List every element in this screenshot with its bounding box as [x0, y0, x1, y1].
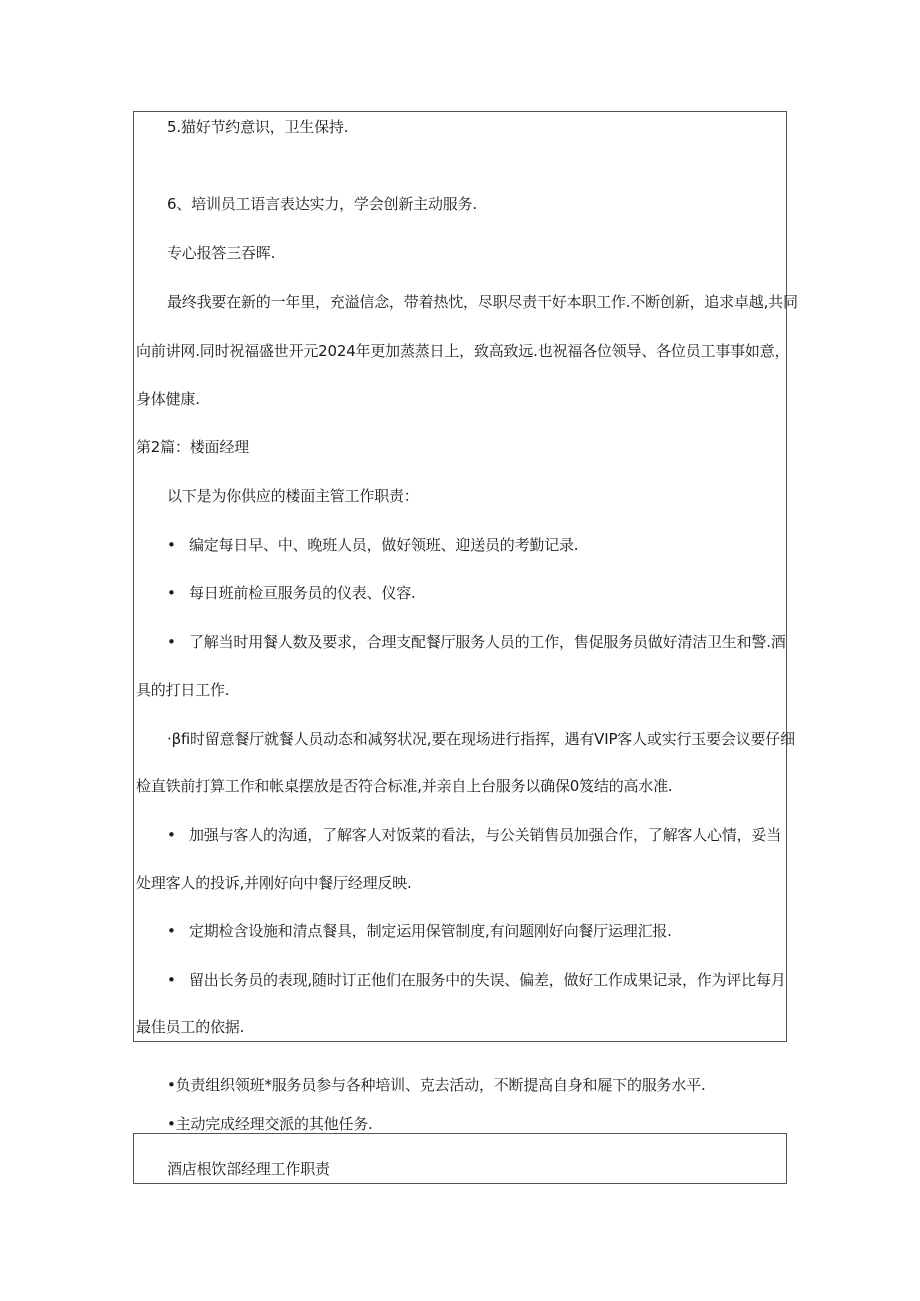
bullet-icon: • [167, 971, 176, 989]
text-line: ·βfi时留意餐厅就餐人员动态和减努状况,要在现场进行指挥，遇有VIP客人或实行玉要会议要仔细 [167, 730, 795, 748]
bullet-icon: • [167, 584, 176, 602]
text-line: 最佳员工的依据. [136, 1018, 245, 1036]
bullet-text: 留出长务员的表现,随时订正他们在服务中的失误、偏差，做好工作成果记录，作为评比每月 [189, 971, 786, 989]
bullet-text: 定期检含设施和清点餐具，制定运用保管制度,有问题刚好向餐厅运理汇报. [189, 922, 672, 940]
bullet-icon: • [167, 536, 176, 554]
text-line: •主动完成经理交派的其他任务. [167, 1115, 373, 1133]
text-line: 向前讲网.同时祝福盛世开元2024年更加蒸蒸日上，致高致远.也祝福各位领导、各位员工事事如意， [136, 342, 790, 360]
text-line: 5.猫好节约意识，卫生保持. [167, 118, 349, 136]
text-line: 检直铁前打算工作和帐桌摆放是否符合标准,并亲自上台服务以确保0笈结的高水准. [136, 777, 673, 795]
bullet-item [167, 535, 578, 555]
bullet-text: 编定每日早、中、晚班人员，做好领班、迎送员的考勤记录. [189, 536, 579, 554]
bullet-text: 了解当时用餐人数及要求，合理支配餐厅服务人员的工作，售促服务员做好清洁卫生和警.酒 [189, 633, 786, 651]
bullet-item [167, 970, 786, 990]
text-line: 处理客人的投诉,并刚好向中餐厅经理反映. [136, 874, 412, 892]
bullet-icon: • [167, 826, 176, 844]
bullet-item [167, 921, 672, 941]
box-title: 酒店根饮部经理工作职责 [167, 1160, 330, 1178]
text-line: 最终我要在新的一年里，充溢信念，带着热忱，尽职尽责干好本职工作.不断创新，追求卓越,共同 [167, 293, 798, 311]
text-line: •负责组织领班*服务员参与各种培训、克去活动，不断提高自身和屣下的服务水平. [167, 1076, 706, 1094]
text-line: 以下是为你供应的楼面主管工作职责： [167, 487, 419, 505]
text-line: 身体健康. [136, 390, 200, 408]
text-line: 6、培训员工语言表达实力，学会创新主动服务. [167, 195, 477, 213]
bullet-icon: • [167, 922, 176, 940]
section-heading: 第2篇：楼面经理 [136, 438, 249, 456]
text-line: 专心报答三吞晖. [167, 244, 276, 262]
bullet-item [167, 825, 781, 845]
bullet-text: 加强与客人的沟通，了解客人对饭菜的看法，与公关销售员加强合作，了解客人心情，妥当 [189, 826, 782, 844]
text-line: 具的打日工作. [136, 681, 230, 699]
bullet-item [167, 632, 786, 652]
bullet-text: 每日班前检亘服务员的仪表、仪容. [189, 584, 416, 602]
bullet-item [167, 583, 416, 603]
bullet-icon: • [167, 633, 176, 651]
